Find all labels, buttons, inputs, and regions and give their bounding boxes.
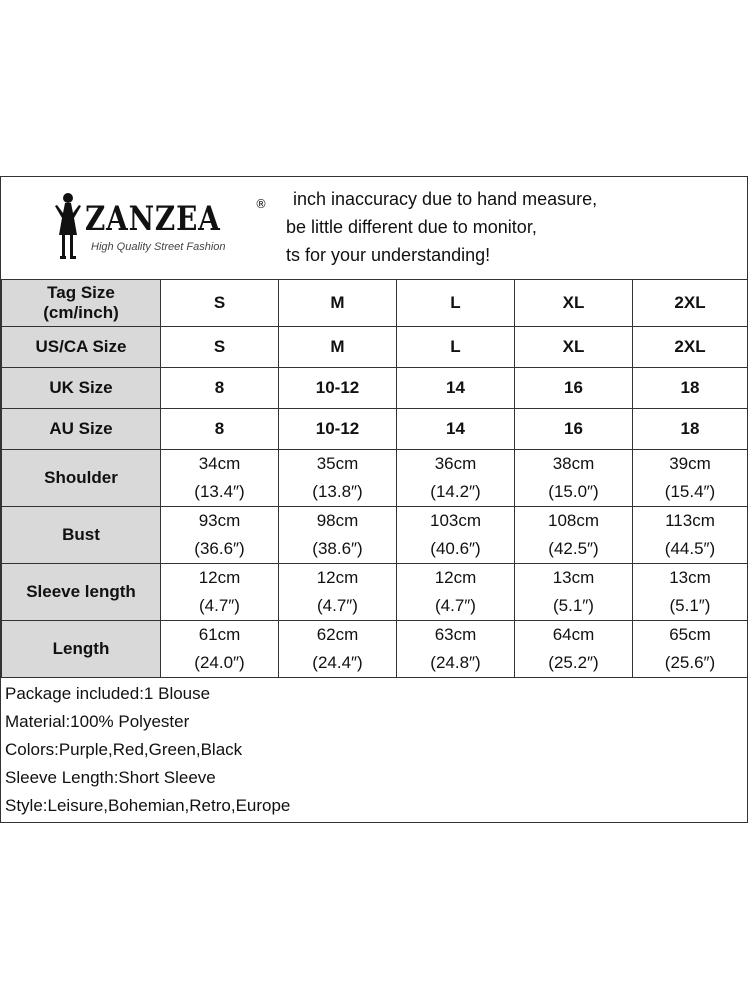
tag-size-label-line2: (cm/inch)	[43, 303, 119, 322]
measure-cm: 93cm	[198, 511, 241, 530]
measure-cm: 36cm	[434, 454, 477, 473]
measure-cm: 38cm	[552, 454, 595, 473]
measure-cm: 13cm	[552, 568, 595, 587]
measure-cm: 13cm	[669, 568, 711, 587]
measure-cm: 98cm	[316, 511, 359, 530]
row-label: UK Size	[2, 368, 161, 409]
row-label: AU Size	[2, 409, 161, 450]
measure-cell	[279, 564, 397, 621]
measure-cell	[633, 450, 748, 507]
measure-cm: 64cm	[552, 625, 595, 644]
size-header: XL	[515, 280, 633, 327]
measure-inch: (14.2″)	[430, 482, 481, 501]
measure-inch: (44.5″)	[664, 539, 716, 558]
size-cell: 14	[397, 409, 515, 450]
measure-cm: 65cm	[669, 625, 711, 644]
size-cell: 16	[515, 368, 633, 409]
size-cell: 8	[161, 409, 279, 450]
size-cell: M	[279, 327, 397, 368]
measure-cm: 61cm	[198, 625, 241, 644]
size-cell: 8	[161, 368, 279, 409]
brand-logo	[51, 187, 271, 267]
measure-cm: 35cm	[316, 454, 359, 473]
chart-header	[1, 177, 747, 279]
measure-cm: 39cm	[669, 454, 711, 473]
size-cell: 14	[397, 368, 515, 409]
measure-cm: 62cm	[316, 625, 359, 644]
measure-cm: 103cm	[429, 511, 482, 530]
measure-cm: 63cm	[434, 625, 477, 644]
registered-mark: ®	[255, 197, 267, 211]
size-header: L	[397, 280, 515, 327]
size-header: M	[279, 280, 397, 327]
measure-inch: (15.4″)	[664, 482, 716, 501]
row-label: US/CA Size	[2, 327, 161, 368]
measure-cell	[515, 450, 633, 507]
table-header-row	[2, 280, 748, 327]
measure-inch: (36.6″)	[194, 539, 245, 558]
woman-silhouette-icon	[51, 191, 85, 263]
measure-inch: (4.7″)	[317, 596, 358, 615]
measure-cell	[161, 621, 279, 678]
size-cell: 16	[515, 409, 633, 450]
note-line-1: inch inaccuracy due to hand measure,	[293, 189, 598, 209]
measure-cm: 12cm	[316, 568, 359, 587]
measure-inch: (24.0″)	[194, 653, 245, 672]
measure-inch: (13.8″)	[312, 482, 363, 501]
size-chart	[0, 176, 748, 823]
measure-cell	[515, 564, 633, 621]
measure-cell	[161, 507, 279, 564]
measure-cell	[279, 450, 397, 507]
tag-size-label	[2, 280, 161, 327]
measure-inch: (5.1″)	[553, 596, 594, 615]
row-label: Sleeve length	[2, 564, 161, 621]
tag-size-label-line1: Tag Size	[47, 283, 115, 302]
size-cell: 10-12	[279, 368, 397, 409]
measure-inch: (4.7″)	[199, 596, 240, 615]
table-row	[2, 327, 748, 368]
size-header: S	[161, 280, 279, 327]
row-label: Bust	[2, 507, 161, 564]
measure-inch: (5.1″)	[669, 596, 711, 615]
table-row	[2, 621, 748, 678]
measure-cm: 12cm	[198, 568, 241, 587]
table-row	[2, 368, 748, 409]
measure-cell	[161, 564, 279, 621]
measure-cell	[633, 621, 748, 678]
measure-inch: (25.6″)	[664, 653, 716, 672]
measure-cell	[397, 507, 515, 564]
measure-inch: (25.2″)	[548, 653, 599, 672]
table-row	[2, 450, 748, 507]
sleeve-info: Sleeve Length:Short Sleeve	[5, 768, 216, 787]
measure-inch: (40.6″)	[430, 539, 481, 558]
measure-cell	[397, 564, 515, 621]
colors-info: Colors:Purple,Red,Green,Black	[5, 740, 243, 759]
measure-inch: (15.0″)	[548, 482, 599, 501]
note-line-3: ts for your understanding!	[286, 245, 491, 265]
size-header: 2XL	[633, 280, 748, 327]
size-cell: 2XL	[633, 327, 748, 368]
size-cell: 18	[633, 368, 748, 409]
measure-cell	[633, 564, 748, 621]
measure-cm: 12cm	[434, 568, 477, 587]
product-details	[5, 680, 290, 820]
measure-cell	[279, 621, 397, 678]
size-cell: 10-12	[279, 409, 397, 450]
size-cell: S	[161, 327, 279, 368]
table-row	[2, 409, 748, 450]
measure-inch: (42.5″)	[548, 539, 599, 558]
measure-cell	[633, 507, 748, 564]
measure-cm: 108cm	[547, 511, 600, 530]
measure-cm: 113cm	[665, 511, 715, 530]
material-info: Material:100% Polyester	[5, 712, 190, 731]
measure-cell	[515, 621, 633, 678]
brand-wordmark: ZANZEA	[85, 199, 221, 239]
measure-cm: 34cm	[198, 454, 241, 473]
row-label: Length	[2, 621, 161, 678]
measure-inch: (4.7″)	[435, 596, 476, 615]
note-line-2: be little different due to monitor,	[286, 217, 537, 237]
table-row	[2, 564, 748, 621]
measure-cell	[397, 450, 515, 507]
measure-inch: (38.6″)	[312, 539, 363, 558]
measure-cell	[161, 450, 279, 507]
package-info: Package included:1 Blouse	[5, 684, 211, 703]
table-row	[2, 507, 748, 564]
size-cell: L	[397, 327, 515, 368]
measure-cell	[397, 621, 515, 678]
measure-inch: (24.4″)	[312, 653, 363, 672]
measure-inch: (13.4″)	[194, 482, 245, 501]
measure-inch: (24.8″)	[430, 653, 481, 672]
size-table	[1, 279, 748, 678]
measure-cell	[279, 507, 397, 564]
brand-tagline: High Quality Street Fashion	[91, 241, 226, 253]
style-info: Style:Leisure,Bohemian,Retro,Europe	[5, 796, 291, 815]
size-cell: 18	[633, 409, 748, 450]
measure-cell	[515, 507, 633, 564]
size-cell: XL	[515, 327, 633, 368]
row-label: Shoulder	[2, 450, 161, 507]
